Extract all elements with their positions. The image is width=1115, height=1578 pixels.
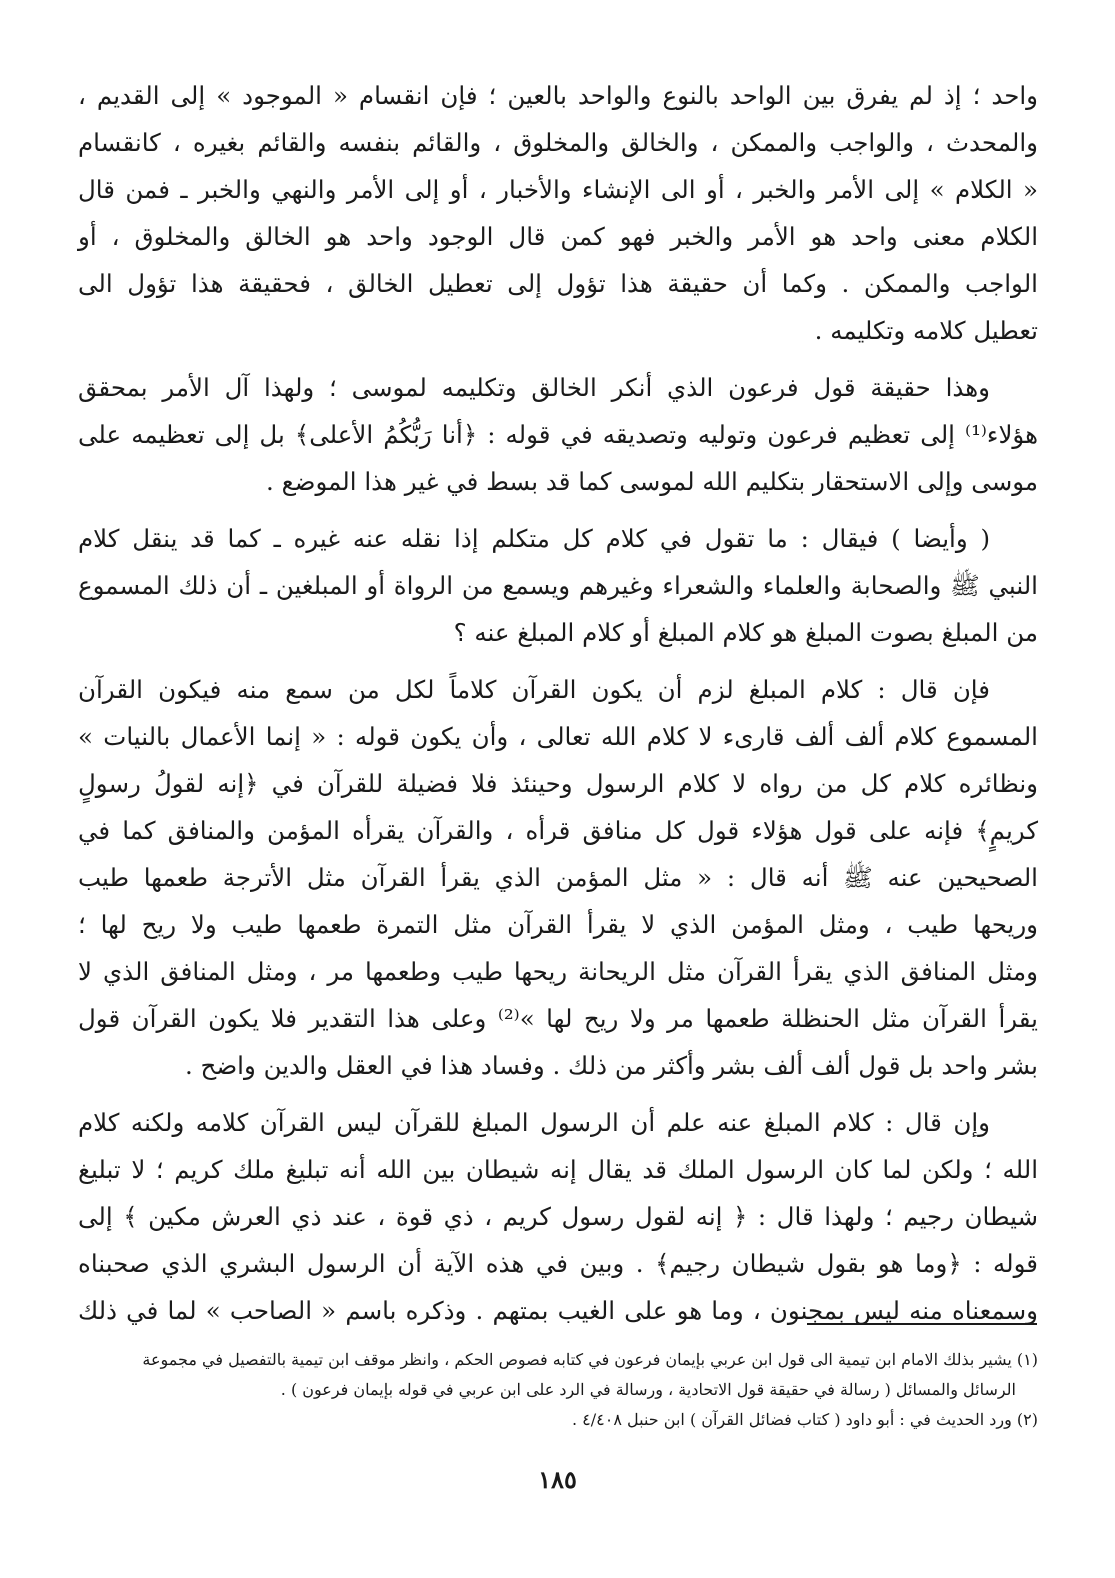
paragraph-5 — [78, 1099, 1038, 1334]
footnote-line: (٢) ورد الحديث في : أبو داود ( كتاب فضائل القرآن ) ابن حنبل ٤/٤٠٨ . — [572, 1410, 1038, 1429]
paragraph-3 — [78, 515, 1038, 656]
text-line: موسى وإلى الاستحقار بتكليم الله لموسى كما قد بسط في غير هذا الموضع . — [266, 467, 1038, 496]
text-line: كريمٍ﴾ فإنه على قول هؤلاء قول كل منافق قرأه ، والقرآن يقرأه المؤمن والمنافق كما في — [78, 816, 1038, 845]
text-line: شيطان رجيم ؛ ولهذا قال : ﴿ إنه لقول رسول كريم ، ذي قوة ، عند ذي العرش مكين ﴾ إلى — [78, 1202, 1038, 1231]
text-line: من المبلغ بصوت المبلغ هو كلام المبلغ أو كلام المبلغ عنه ؟ — [453, 618, 1038, 647]
page-body — [78, 72, 1038, 1344]
paragraph-4 — [78, 666, 1038, 1089]
text-line: « الكلام » إلى الأمر والخبر ، أو الى الإنشاء والأخبار ، أو إلى الأمر والنهي والخبر ـ فمن قال — [78, 175, 1038, 204]
text-line: ومثل المنافق الذي يقرأ القرآن مثل الريحانة ريحها طيب وطعمها مر ، ومثل المنافق الذي لا — [78, 957, 1038, 986]
footnote-line: الرسائل والمسائل ( رسالة في حقيقة قول الاتحادية ، ورسالة في الرد على ابن عربي في قوله بإيمان فرعون ) . — [280, 1380, 1016, 1399]
text-line: المسموع كلام ألف ألف قارىء لا كلام الله تعالى ، وأن يكون قوله : « إنما الأعمال بالنيات » — [78, 722, 1038, 751]
paragraph-1 — [78, 72, 1038, 354]
text-line: وسمعناه منه ليس بمجنون ، وما هو على الغيب بمتهم . وذكره باسم « الصاحب » لما في ذلك — [78, 1296, 1038, 1325]
paragraph-2 — [78, 364, 1038, 505]
text-line: هؤلاء⁽¹⁾ إلى تعظيم فرعون وتوليه وتصديقه في قوله : ﴿أنا رَبُّكُمُ الأعلى﴾ بل إلى تعظيمه على — [78, 420, 1038, 449]
page-number: ١٨٥ — [538, 1465, 577, 1494]
text-line: واحد ؛ إذ لم يفرق بين الواحد بالنوع والواحد بالعين ؛ فإن انقسام « الموجود » إلى القديم ، — [78, 81, 1038, 110]
text-line: النبي ﷺ والصحابة والعلماء والشعراء وغيرهم ويسمع من الرواة أو المبلغين ـ أن ذلك المسموع — [78, 571, 1038, 600]
text-line: تعطيل كلامه وتكليمه . — [814, 316, 1038, 345]
footnote-line: (١) يشير بذلك الامام ابن تيمية الى قول ابن عربي بإيمان فرعون في كتابه فصوص الحكم ، وانظر موقف ابن تيمية بالتفصيل في مجموعة — [142, 1350, 1038, 1369]
text-line: والمحدث ، والواجب والممكن ، والخالق والمخلوق ، والقائم بنفسه والقائم بغيره ، كانقسام — [78, 128, 1038, 157]
text-line: وإن قال : كلام المبلغ عنه علم أن الرسول المبلغ للقرآن ليس القرآن كلامه ولكنه كلام — [78, 1108, 990, 1137]
text-line: الصحيحين عنه ﷺ أنه قال : « مثل المؤمن الذي يقرأ القرآن مثل الأترجة طعمها طيب — [78, 863, 1038, 892]
text-line: فإن قال : كلام المبلغ لزم أن يكون القرآن كلاماً لكل من سمع منه فيكون القرآن — [78, 675, 990, 704]
text-line: وريحها طيب ، ومثل المؤمن الذي لا يقرأ القرآن مثل التمرة طعمها طيب ولا ريح لها ؛ — [78, 910, 1038, 939]
footnote-divider — [807, 1323, 1037, 1325]
text-line: ونظائره كلام كل من رواه لا كلام الرسول وحينئذ فلا فضيلة للقرآن في ﴿إنه لقولُ رسولٍ — [78, 769, 1038, 798]
text-line: الكلام معنى واحد هو الأمر والخبر فهو كمن قال الوجود واحد هو الخالق والمخلوق ، أو — [78, 222, 1038, 251]
text-line: يقرأ القرآن مثل الحنظلة طعمها مر ولا ريح لها »⁽²⁾ وعلى هذا التقدير فلا يكون القرآن قول — [78, 1004, 1038, 1033]
footnotes — [78, 1345, 1038, 1435]
text-line: قوله : ﴿وما هو بقول شيطان رجيم﴾ . وبين في هذه الآية أن الرسول البشري الذي صحبناه — [78, 1249, 1038, 1278]
text-line: بشر واحد بل قول ألف ألف بشر وأكثر من ذلك . وفساد هذا في العقل والدين واضح . — [184, 1051, 1038, 1080]
text-line: ( وأيضا ) فيقال : ما تقول في كلام كل متكلم إذا نقله عنه غيره ـ كما قد ينقل كلام — [78, 524, 990, 553]
text-line: الله ؛ ولكن لما كان الرسول الملك قد يقال إنه شيطان بين الله أنه تبليغ ملك كريم ؛ لا تبليغ — [78, 1155, 1038, 1184]
text-line: وهذا حقيقة قول فرعون الذي أنكر الخالق وتكليمه لموسى ؛ ولهذا آل الأمر بمحقق — [78, 373, 990, 402]
text-line: الواجب والممكن . وكما أن حقيقة هذا تؤول إلى تعطيل الخالق ، فحقيقة هذا تؤول الى — [78, 269, 1038, 298]
